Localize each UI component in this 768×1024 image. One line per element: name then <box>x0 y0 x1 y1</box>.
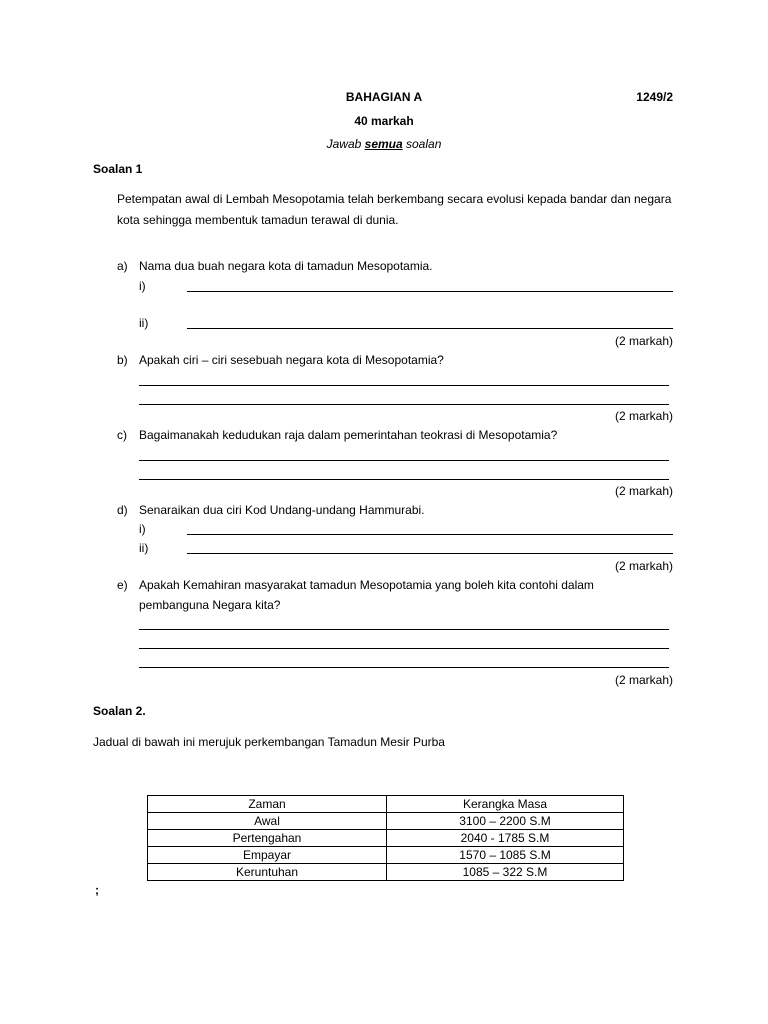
instruction-suffix: soalan <box>402 137 442 151</box>
egypt-periods-table <box>147 795 624 881</box>
part-b-letter: b) <box>117 353 128 367</box>
total-marks: 40 markah <box>354 114 414 128</box>
paper-code: 1249/2 <box>636 90 673 104</box>
part-c-marks: (2 markah) <box>614 484 673 498</box>
answer-line-d-ii[interactable] <box>187 553 673 554</box>
table-row <box>148 813 624 830</box>
part-e-marks: (2 markah) <box>614 673 673 687</box>
part-b-question: Apakah ciri – ciri sesebuah negara kota di Mesopotamia? <box>139 353 444 367</box>
instruction-prefix: Jawab <box>326 137 365 151</box>
table-cell-kerangka-masa: 2040 - 1785 S.M <box>387 830 624 847</box>
answer-line-a-ii[interactable] <box>187 328 673 329</box>
part-a-sub-i: i) <box>139 279 146 293</box>
instruction <box>280 137 488 151</box>
part-a-letter: a) <box>117 259 128 273</box>
part-e-question-line-1: Apakah Kemahiran masyarakat tamadun Mesopotamia yang boleh kita contohi dalam <box>139 578 594 592</box>
part-d-question: Senaraikan dua ciri Kod Undang-undang Hammurabi. <box>139 503 425 517</box>
part-a-question: Nama dua buah negara kota di tamadun Mesopotamia. <box>139 259 433 273</box>
part-a-sub-ii: ii) <box>139 316 149 330</box>
table-cell-zaman: Empayar <box>148 847 387 864</box>
answer-line-c-1[interactable] <box>139 460 669 461</box>
part-d-letter: d) <box>117 503 128 517</box>
stray-semicolon: ; <box>95 883 99 897</box>
part-b-marks: (2 markah) <box>614 409 673 423</box>
table-header-row <box>148 796 624 813</box>
answer-line-b-1[interactable] <box>139 385 669 386</box>
table-cell-kerangka-masa: 1570 – 1085 S.M <box>387 847 624 864</box>
answer-line-e-1[interactable] <box>139 629 669 630</box>
part-d-marks: (2 markah) <box>614 559 673 573</box>
table-cell-kerangka-masa: 3100 – 2200 S.M <box>387 813 624 830</box>
part-a-marks: (2 markah) <box>614 334 673 348</box>
table-header-kerangka-masa: Kerangka Masa <box>387 796 624 813</box>
answer-line-c-2[interactable] <box>139 479 669 480</box>
table-row <box>148 847 624 864</box>
section-title: BAHAGIAN A <box>345 90 423 104</box>
part-e-letter: e) <box>117 578 128 592</box>
table-cell-zaman: Pertengahan <box>148 830 387 847</box>
answer-line-e-2[interactable] <box>139 648 669 649</box>
part-d-sub-ii: ii) <box>139 541 149 555</box>
table-cell-kerangka-masa: 1085 – 322 S.M <box>387 864 624 881</box>
part-c-letter: c) <box>117 428 127 442</box>
answer-line-a-i[interactable] <box>187 291 673 292</box>
answer-line-e-3[interactable] <box>139 667 669 668</box>
instruction-emphasis: semua <box>364 137 403 151</box>
part-d-sub-i: i) <box>139 522 146 536</box>
answer-line-b-2[interactable] <box>139 404 669 405</box>
question-2-title: Soalan 2. <box>93 704 146 718</box>
question-1-title: Soalan 1 <box>93 162 143 176</box>
answer-line-d-i[interactable] <box>187 534 673 535</box>
part-e-question-line-2: pembanguna Negara kita? <box>139 598 281 612</box>
table-row <box>148 864 624 881</box>
table-cell-zaman: Awal <box>148 813 387 830</box>
question-1-intro: Petempatan awal di Lembah Mesopotamia telah berkembang secara evolusi kepada bandar dan negara kota sehingga membentuk tamadun terawal di dunia. <box>117 192 672 227</box>
table-header-zaman: Zaman <box>148 796 387 813</box>
table-cell-zaman: Keruntuhan <box>148 864 387 881</box>
table-row <box>148 830 624 847</box>
question-2-intro: Jadual di bawah ini merujuk perkembangan Tamadun Mesir Purba <box>93 735 445 749</box>
part-c-question: Bagaimanakah kedudukan raja dalam pemerintahan teokrasi di Mesopotamia? <box>139 428 558 442</box>
